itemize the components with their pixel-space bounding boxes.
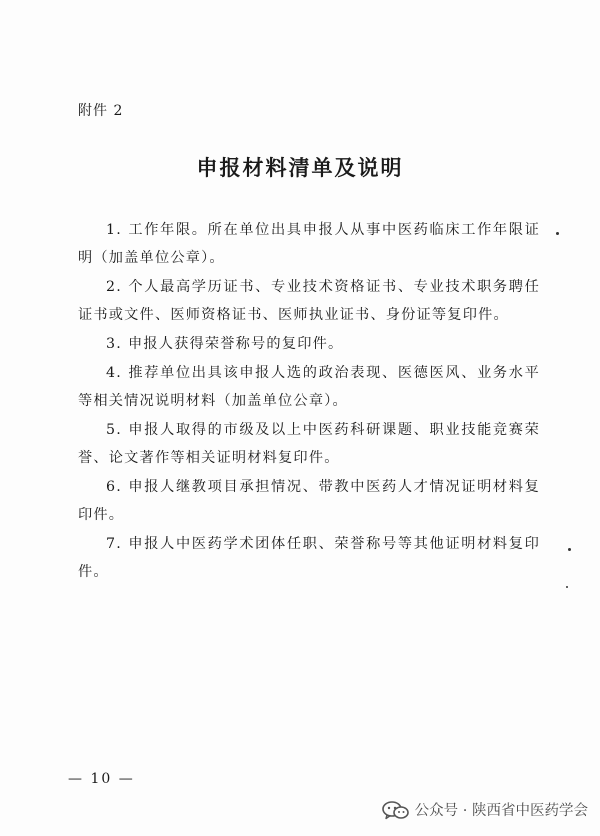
page-number: — 10 — [68, 771, 135, 787]
item-number: 3. [106, 336, 122, 352]
wechat-icon [381, 800, 409, 820]
item-number: 5. [106, 422, 122, 438]
list-item [78, 359, 540, 415]
item-number: 2. [106, 279, 122, 295]
list-item [78, 473, 540, 529]
list-item [78, 530, 540, 586]
item-number: 1. [106, 222, 122, 238]
page-title: 申报材料清单及说明 [196, 156, 404, 180]
item-text: 申报人中医药学术团体任职、荣誉称号等其他证明材料复印件。 [78, 536, 540, 580]
item-number: 4. [106, 365, 122, 381]
attachment-label: 附件 2 [78, 103, 124, 119]
materials-list [78, 216, 540, 587]
item-text: 申报人取得的市级及以上中医药科研课题、职业技能竞赛荣誉、论文著作等相关证明材料复印件。 [78, 422, 540, 466]
scan-speck [556, 232, 559, 235]
item-number: 7. [106, 536, 122, 552]
item-text: 申报人继教项目承担情况、带教中医药人才情况证明材料复印件。 [78, 479, 540, 523]
watermark-text: 公众号 · 陕西省中医药学会 [414, 803, 588, 819]
list-item [78, 416, 540, 472]
scan-speck [566, 586, 568, 588]
list-item [78, 330, 540, 358]
list-item [78, 273, 540, 329]
list-item [78, 216, 540, 272]
item-text: 申报人获得荣誉称号的复印件。 [127, 336, 344, 352]
item-text: 工作年限。所在单位出具申报人从事中医药临床工作年限证明（加盖单位公章）。 [78, 222, 540, 266]
item-text: 个人最高学历证书、专业技术资格证书、专业技术职务聘任证书或文件、医师资格证书、医师执业证书、身份证等复印件。 [78, 279, 540, 323]
item-text: 推荐单位出具该申报人选的政治表现、医德医风、业务水平等相关情况说明材料（加盖单位公章）。 [78, 365, 540, 409]
scan-speck [568, 548, 571, 551]
wechat-watermark [381, 799, 588, 820]
item-number: 6. [106, 479, 122, 495]
